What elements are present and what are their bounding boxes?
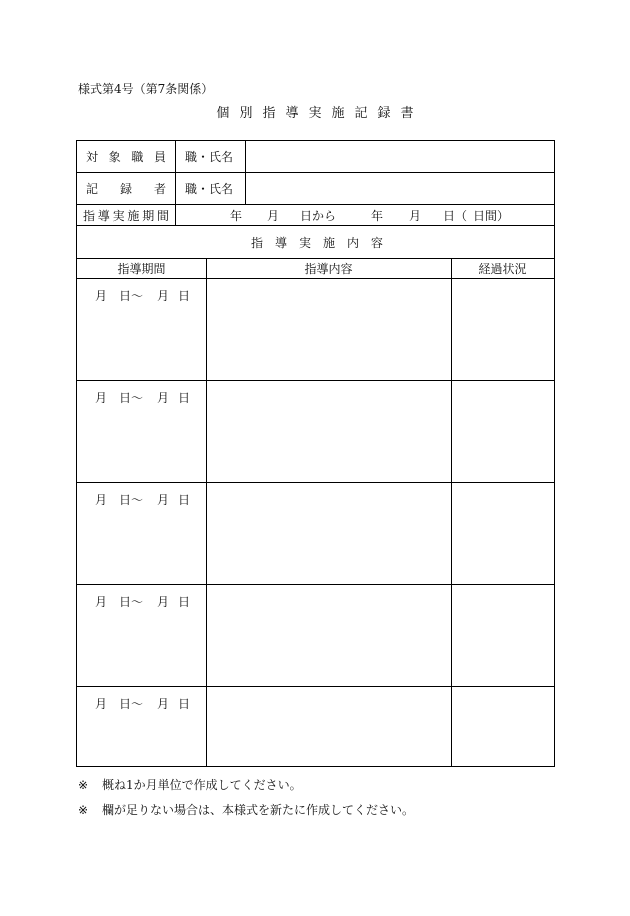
row-month-start: 月 bbox=[95, 289, 108, 303]
table-row bbox=[77, 279, 554, 381]
row-content-field[interactable] bbox=[207, 483, 450, 584]
row-day-end: 日 bbox=[178, 697, 191, 711]
row-day-start: 日〜 bbox=[119, 289, 144, 303]
row-day-end: 日 bbox=[178, 289, 191, 303]
row-day-start: 日〜 bbox=[119, 391, 144, 405]
row-content-field[interactable] bbox=[207, 687, 450, 766]
row-month-start: 月 bbox=[95, 697, 108, 711]
row-progress-field[interactable] bbox=[452, 585, 554, 686]
row-month-end: 月 bbox=[157, 289, 170, 303]
row-content-field[interactable] bbox=[207, 279, 450, 380]
row-progress-field[interactable] bbox=[452, 687, 554, 766]
row-progress-field[interactable] bbox=[452, 279, 554, 380]
note-1 bbox=[78, 776, 302, 793]
period-end-day: 日（ bbox=[443, 208, 468, 223]
period-label: 指 導 実 施 期 間 bbox=[83, 208, 169, 223]
target-staff-sublabel: 職・氏名 bbox=[185, 150, 234, 164]
recorder-sublabel: 職・氏名 bbox=[185, 182, 234, 196]
row-month-end: 月 bbox=[157, 391, 170, 405]
row-month-end: 月 bbox=[157, 493, 170, 507]
table-header-row bbox=[77, 259, 554, 279]
row-month-start: 月 bbox=[95, 493, 108, 507]
note-text: 概ね1か月単位で作成してください。 bbox=[102, 778, 302, 792]
header-period: 指導期間 bbox=[117, 262, 166, 276]
row-day-end: 日 bbox=[178, 391, 191, 405]
row-day-end: 日 bbox=[178, 493, 191, 507]
form-number: 様式第4号（第7条関係） bbox=[78, 82, 214, 96]
content-heading: 指 導 実 施 内 容 bbox=[251, 235, 383, 250]
content-heading-row bbox=[77, 226, 554, 259]
title-char: 実 bbox=[308, 106, 322, 121]
row-progress-field[interactable] bbox=[452, 483, 554, 584]
title-char: 施 bbox=[331, 106, 345, 121]
table-row bbox=[77, 381, 554, 483]
title-char: 別 bbox=[239, 106, 253, 121]
row-day-start: 日〜 bbox=[119, 493, 144, 507]
row-progress-field[interactable] bbox=[452, 381, 554, 482]
row-month-end: 月 bbox=[157, 697, 170, 711]
period-start-month: 月 bbox=[267, 208, 280, 223]
title-char: 書 bbox=[400, 106, 414, 121]
divider-sublabel-column bbox=[245, 141, 246, 205]
title-char: 録 bbox=[377, 106, 391, 121]
row-month-start: 月 bbox=[95, 595, 108, 609]
target-staff-field[interactable] bbox=[247, 141, 554, 172]
row-day-end: 日 bbox=[178, 595, 191, 609]
period-start-year: 年 bbox=[230, 208, 243, 223]
divider-period-column bbox=[206, 259, 207, 766]
table-row bbox=[77, 585, 554, 687]
period-row bbox=[77, 205, 554, 226]
note-text: 欄が足りない場合は、本様式を新たに作成してください。 bbox=[102, 803, 415, 817]
title-char: 記 bbox=[354, 106, 368, 121]
period-start-day: 日から bbox=[300, 208, 337, 223]
row-day-start: 日〜 bbox=[119, 595, 144, 609]
divider-progress-column bbox=[451, 259, 452, 766]
guidance-record-form bbox=[76, 140, 555, 767]
row-content-field[interactable] bbox=[207, 381, 450, 482]
table-row bbox=[77, 483, 554, 585]
title-char: 導 bbox=[285, 106, 299, 121]
title-char: 個 bbox=[216, 106, 230, 121]
row-month-end: 月 bbox=[157, 595, 170, 609]
recorder-field[interactable] bbox=[247, 173, 554, 204]
note-mark: ※ bbox=[78, 803, 89, 817]
recorder-row bbox=[77, 173, 554, 205]
period-end-month: 月 bbox=[409, 208, 422, 223]
table-row bbox=[77, 687, 554, 766]
row-day-start: 日〜 bbox=[119, 697, 144, 711]
form-title bbox=[0, 102, 630, 121]
period-end-year: 年 bbox=[371, 208, 384, 223]
note-mark: ※ bbox=[78, 778, 89, 792]
note-2 bbox=[78, 801, 414, 818]
target-staff-label: 対 象 職 員 bbox=[86, 150, 166, 164]
divider-label-column bbox=[175, 141, 176, 226]
row-month-start: 月 bbox=[95, 391, 108, 405]
period-days: 日間） bbox=[473, 208, 510, 223]
title-char: 指 bbox=[262, 106, 276, 121]
header-progress: 経過状況 bbox=[478, 262, 527, 276]
recorder-label: 記 録 者 bbox=[86, 182, 166, 196]
target-staff-row bbox=[77, 141, 554, 173]
row-content-field[interactable] bbox=[207, 585, 450, 686]
header-content: 指導内容 bbox=[304, 262, 353, 276]
